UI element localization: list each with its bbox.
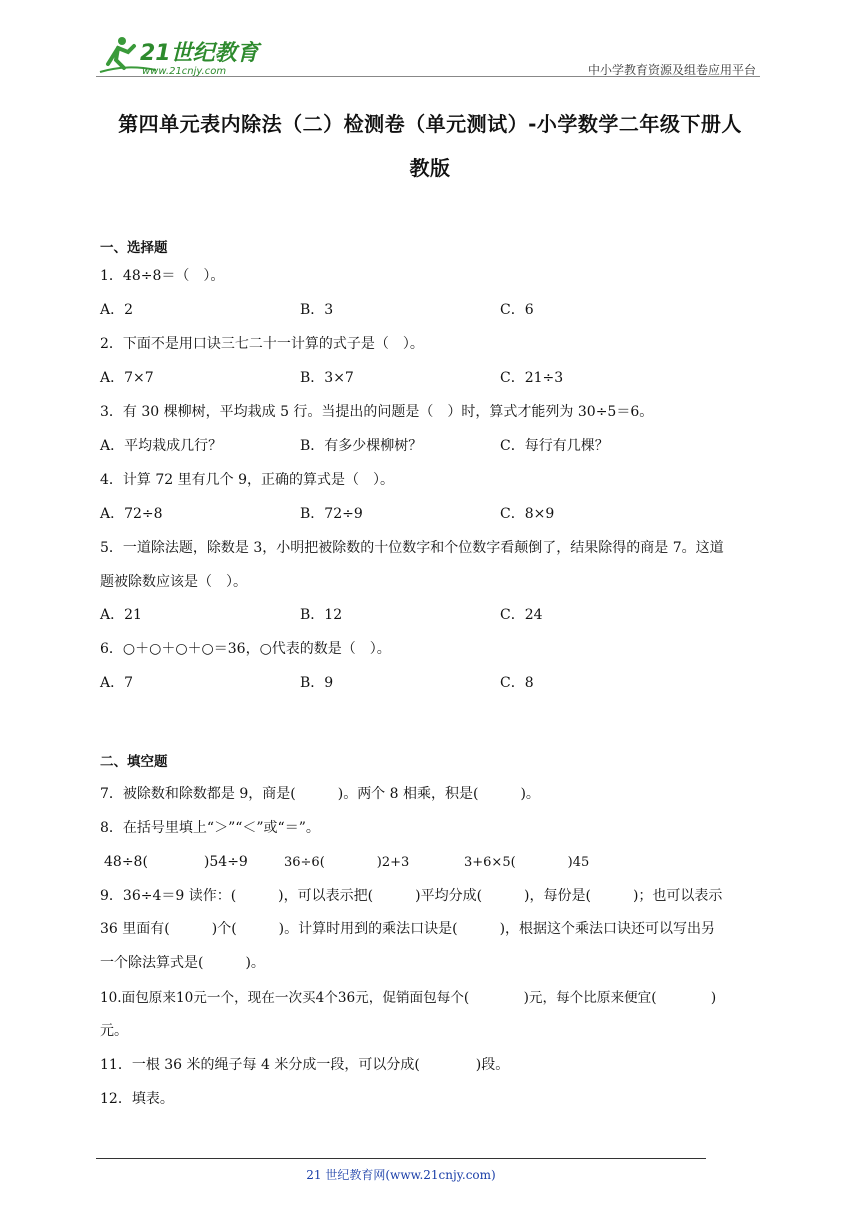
- q2-option-c: C．21÷3: [500, 370, 564, 386]
- question-5-line1: 5．一道除法题，除数是 3，小明把被除数的十位数字和个位数字看颠倒了，结果除得的商是 7。这道: [100, 540, 724, 556]
- question-2: 2．下面不是用口诀三七二十一计算的式子是（ ）。: [100, 336, 424, 352]
- q6-option-b: B．9: [300, 675, 334, 691]
- q1-option-a: A．2: [100, 302, 134, 318]
- q5-option-a: A．21: [100, 607, 142, 623]
- question-10-line1: 10.面包原来10元一个，现在一次买4个36元，促销面包每个( )元，每个比原来便宜( ): [100, 990, 717, 1006]
- question-3: 3．有 30 棵柳树，平均栽成 5 行。当提出的问题是（ ）时，算式才能列为 30÷5＝6。: [100, 404, 654, 420]
- platform-tagline: 中小学教育资源及组卷应用平台: [587, 63, 756, 77]
- q2-option-b: B．3×7: [300, 370, 354, 386]
- q8-compare-1: 48÷8( )54÷9: [104, 854, 248, 870]
- q3-option-c: C．每行有几棵？: [500, 438, 609, 454]
- question-10-line2: 元。: [100, 1023, 128, 1039]
- document-title-line2: 教版: [409, 156, 451, 180]
- q1-option-b: B．3: [300, 302, 334, 318]
- question-11: 11．一根 36 米的绳子每 4 米分成一段，可以分成( )段。: [100, 1057, 510, 1073]
- document-title-line1: 第四单元表内除法（二）检测卷（单元测试）-小学数学二年级下册人: [118, 112, 742, 136]
- question-4: 4．计算 72 里有几个 9，正确的算式是（ ）。: [100, 472, 394, 488]
- question-1: 1．48÷8＝（ ）。: [100, 268, 225, 284]
- q3-option-a: A．平均栽成几行？: [100, 438, 223, 454]
- q6-option-a: A．7: [100, 675, 134, 691]
- svg-text:21世纪教育: 21世纪教育: [140, 41, 259, 66]
- footer-link[interactable]: 21 世纪教育网(www.21cnjy.com): [306, 1168, 496, 1182]
- q4-option-c: C．8×9: [500, 506, 555, 522]
- section-heading-choice: 一、选择题: [100, 240, 168, 256]
- site-logo: [96, 34, 266, 76]
- q4-option-b: B．72÷9: [300, 506, 363, 522]
- q5-option-b: B．12: [300, 607, 343, 623]
- header-divider: [96, 76, 760, 77]
- q8-compare-2: 36÷6( )2+3: [284, 855, 410, 870]
- q4-option-a: A．72÷8: [100, 506, 163, 522]
- question-8: 8．在括号里填上“＞”“＜”或“＝”。: [100, 820, 320, 836]
- q8-compare-3: 3+6×5( )45: [464, 855, 590, 870]
- q5-option-c: C．24: [500, 607, 543, 623]
- footer-divider: [96, 1158, 706, 1159]
- question-9-line3: 一个除法算式是( )。: [100, 955, 265, 971]
- section-heading-fill: 二、填空题: [100, 754, 168, 770]
- question-6: 6．○＋○＋○＋○＝36，○代表的数是（ ）。: [100, 641, 391, 657]
- q1-option-c: C．6: [500, 302, 534, 318]
- question-9-line2: 36 里面有( )个( )。计算时用到的乘法口诀是( )，根据这个乘法口诀还可以写出另: [100, 921, 716, 937]
- q6-option-c: C．8: [500, 675, 534, 691]
- q2-option-a: A．7×7: [100, 370, 154, 386]
- question-7: 7．被除数和除数都是 9，商是( )。两个 8 相乘，积是( )。: [100, 786, 540, 802]
- q3-option-b: B．有多少棵柳树？: [300, 438, 423, 454]
- question-12: 12．填表。: [100, 1091, 174, 1107]
- question-5-line2: 题被除数应该是（ ）。: [100, 574, 247, 590]
- svg-text:www.21cnjy.com: www.21cnjy.com: [142, 66, 227, 76]
- question-9-line1: 9．36÷4＝9 读作：( )，可以表示把( )平均分成( )，每份是( )；也可以表示: [100, 888, 723, 904]
- page-header: [96, 30, 760, 80]
